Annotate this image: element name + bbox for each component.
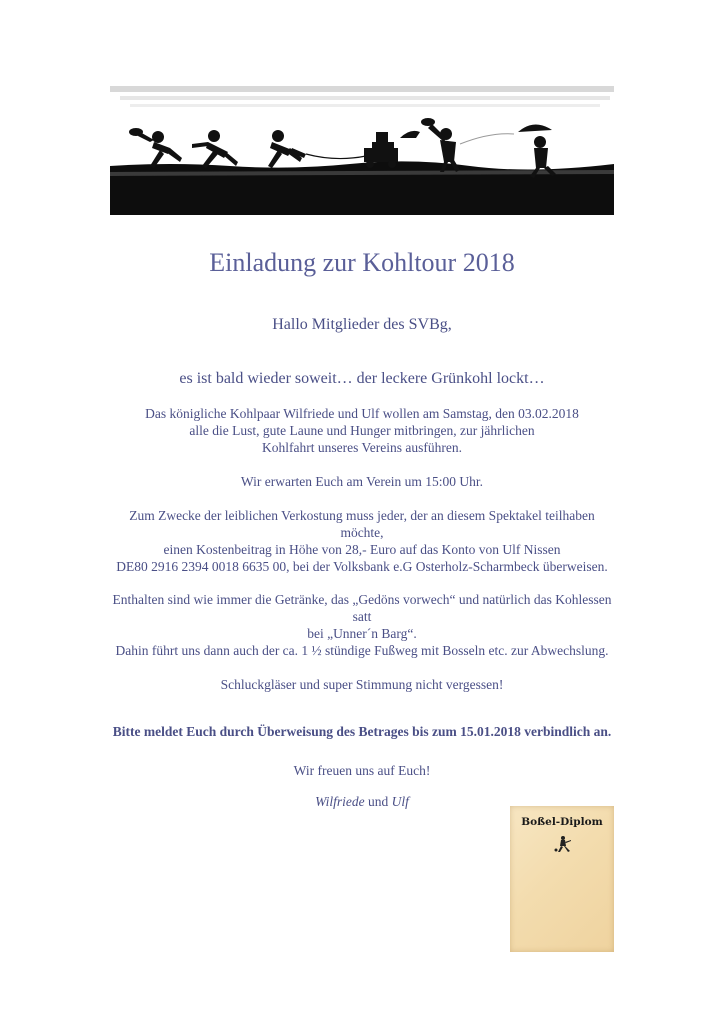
paragraph-registration: Bitte meldet Euch durch Überweisung des Betrages bis zum 15.01.2018 verbindlich an.: [112, 724, 612, 739]
paragraph-payment: [80, 507, 644, 575]
text-line: möchte,: [340, 525, 384, 540]
text-line: bei „Unner´n Barg“.: [307, 626, 417, 641]
signature-name-2: Ulf: [391, 794, 409, 809]
paragraph-meeting-time: Wir erwarten Euch am Verein um 15:00 Uhr.: [240, 474, 484, 489]
bossel-diploma-image: [510, 806, 614, 952]
signature-joiner: und: [367, 794, 389, 809]
diploma-title: Boßel-Diplom: [521, 816, 603, 828]
paragraph-included: [80, 591, 644, 659]
silhouette-figures-banner-icon: [110, 82, 614, 215]
text-line: alle die Lust, gute Laune und Hunger mitbringen, zur jährlichen: [189, 423, 535, 438]
text-line: DE80 2916 2394 0018 6635 00, bei der Volksbank e.G Osterholz-Scharmbeck überweisen.: [116, 559, 608, 574]
signature: [0, 794, 724, 810]
text-line: Enthalten sind wie immer die Getränke, das „Gedöns vorwech“ und natürlich das Kohlessen: [112, 592, 612, 607]
text-line: Das königliche Kohlpaar Wilfriede und Ulf wollen am Samstag, den 03.02.2018: [145, 406, 579, 421]
paragraph-closing: Wir freuen uns auf Euch!: [293, 763, 431, 778]
text-line: Dahin führt uns dann auch der ca. 1 ½ stündige Fußweg mit Bosseln etc. zur Abwechslung.: [115, 643, 609, 658]
page-title: Einladung zur Kohltour 2018: [209, 248, 515, 277]
paragraph-invitation-details: [80, 405, 644, 456]
text-line: satt: [352, 609, 372, 624]
text-line: Kohlfahrt unseres Vereins ausführen.: [262, 440, 462, 455]
bosseler-figure-icon: [552, 834, 574, 854]
text-line: einen Kostenbeitrag in Höhe von 28,- Euro auf das Konto von Ulf Nissen: [163, 542, 561, 557]
greeting-line: Hallo Mitglieder des SVBg,: [272, 316, 452, 333]
signature-name-1: Wilfriede: [315, 794, 365, 809]
paragraph-reminder: Schluckgläser und super Stimmung nicht vergessen!: [220, 677, 504, 692]
teaser-line: es ist bald wieder soweit… der leckere Grünkohl lockt…: [179, 370, 545, 387]
text-line: Zum Zwecke der leiblichen Verkostung muss jeder, der an diesem Spektakel teilhaben: [129, 508, 595, 523]
